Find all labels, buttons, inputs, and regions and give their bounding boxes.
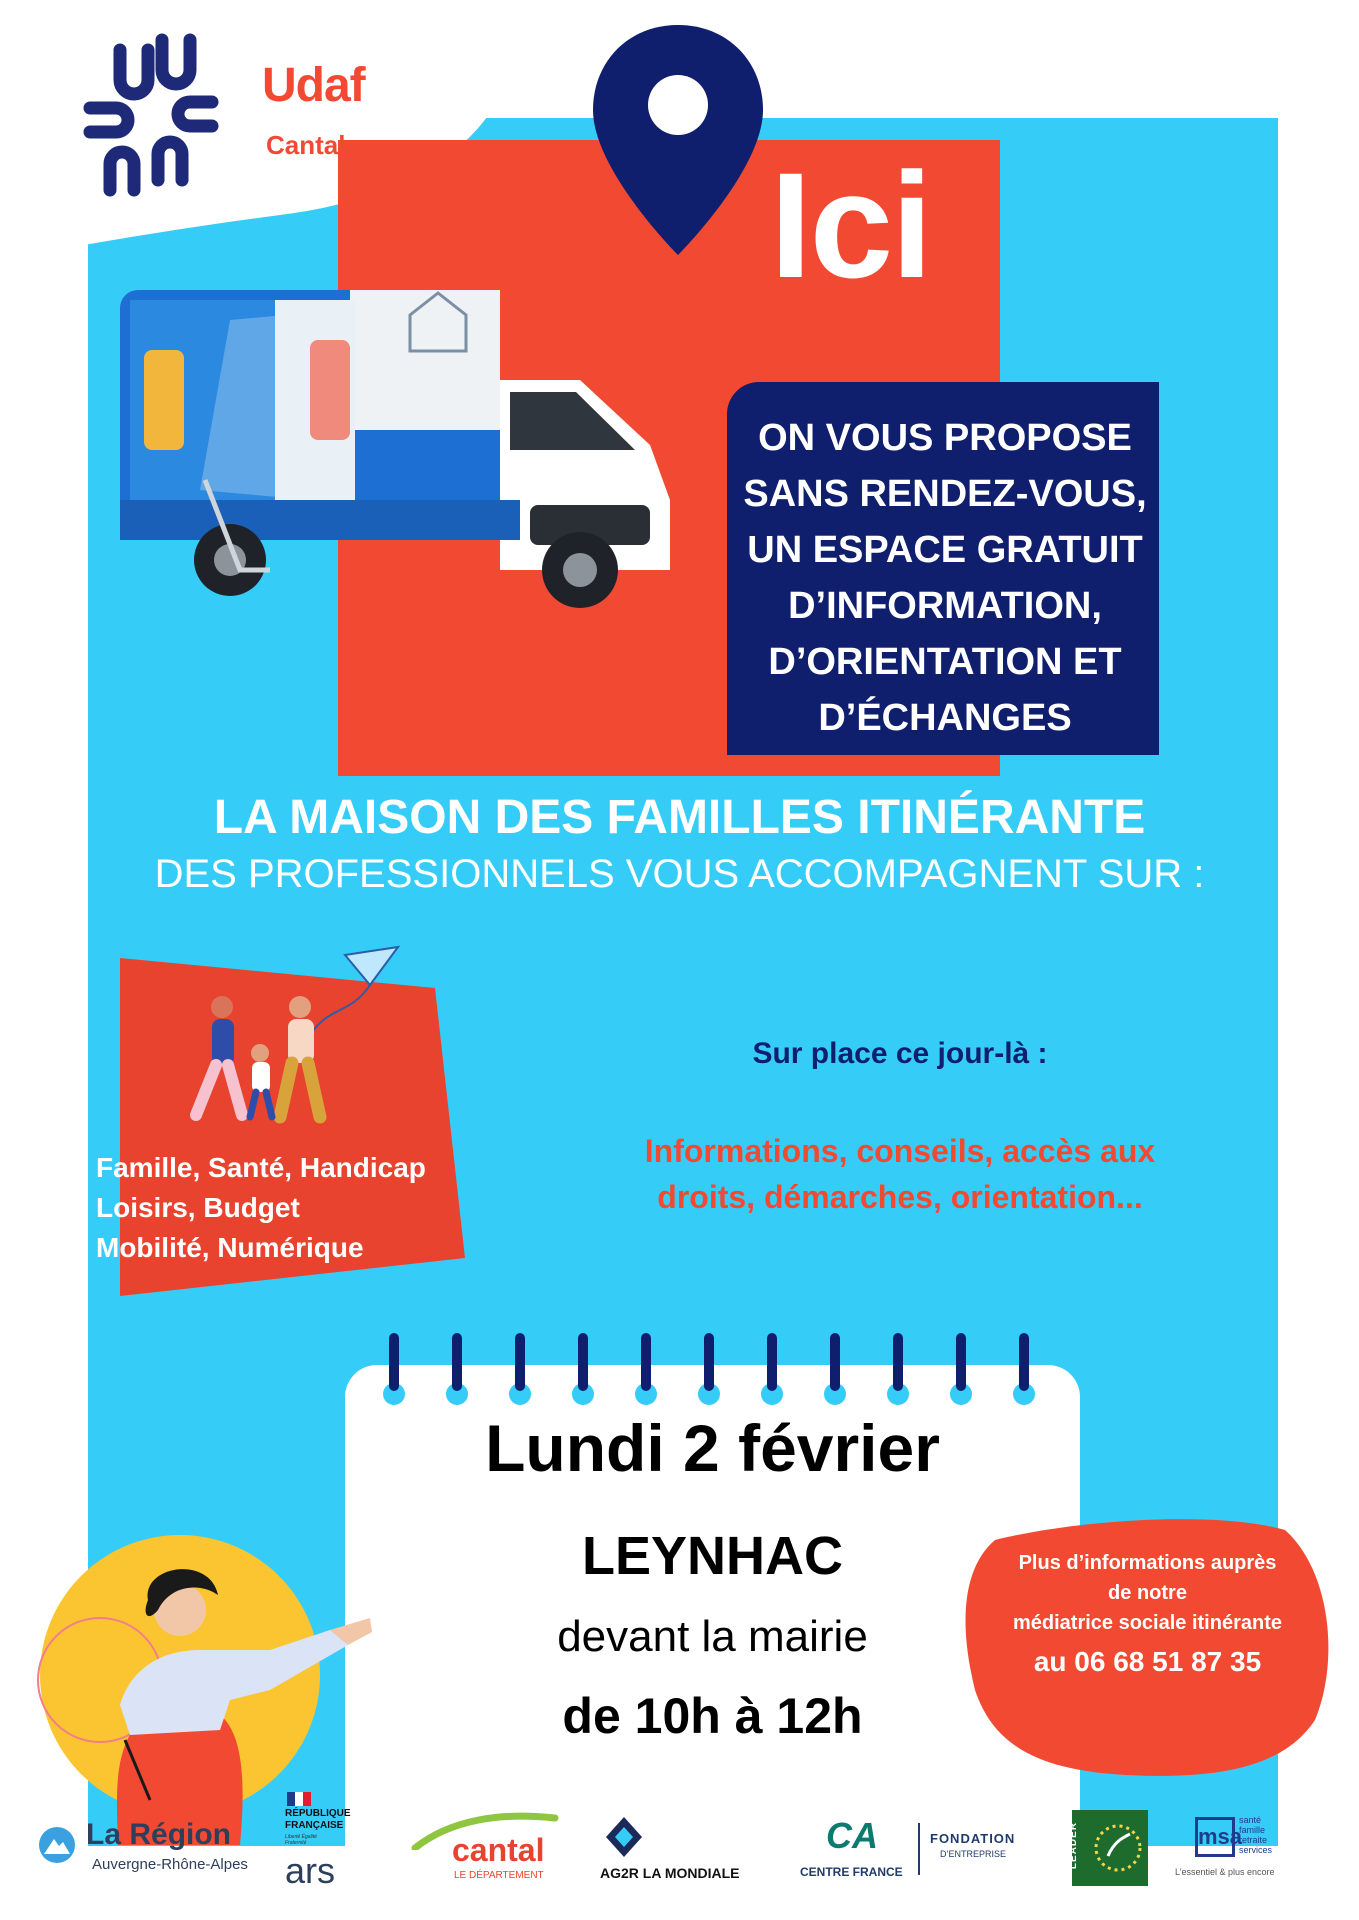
calendar-spike [578, 1333, 588, 1391]
fondation-line-2: D’ENTREPRISE [940, 1849, 1007, 1859]
msa-mark: msa [1195, 1817, 1235, 1857]
region-name: La Région [86, 1818, 232, 1851]
mobile-truck-image [110, 270, 700, 620]
event-date: Lundi 2 février [485, 1411, 940, 1485]
partner-msa-logo [1175, 1815, 1295, 1890]
msa-words [1239, 1815, 1272, 1855]
ca-subtitle: CENTRE FRANCE [800, 1865, 903, 1879]
rf-line-2: FRANÇAISE [285, 1820, 344, 1831]
contact-line: Plus d’informations auprès [1018, 1552, 1277, 1574]
onsite-heading: Sur place ce jour-là : [752, 1037, 1048, 1070]
offer-line: SANS RENDEZ-VOUS, [743, 473, 1147, 515]
leader-star-icon [1092, 1820, 1144, 1876]
ag2r-text: AG2R LA MONDIALE [600, 1865, 740, 1881]
event-hours: de 10h à 12h [562, 1688, 863, 1744]
offer-line: D’ÉCHANGES [818, 697, 1072, 739]
calendar-spike [515, 1333, 525, 1391]
onsite-line: droits, démarches, orientation... [657, 1179, 1143, 1215]
hero-word: Ici [770, 141, 931, 309]
partner-leader-logo [1068, 1810, 1148, 1886]
udaf-logo-icon [80, 30, 230, 200]
offer-line: ON VOUS PROPOSE [758, 417, 1132, 459]
ars-text: ars [285, 1850, 336, 1891]
calendar-spike [641, 1333, 651, 1391]
offer-line: D’ORIENTATION ET [768, 641, 1122, 683]
french-flag-icon [287, 1792, 311, 1806]
ca-divider [918, 1823, 920, 1875]
contact-text [985, 1548, 1310, 1638]
rf-line-1: RÉPUBLIQUE [285, 1808, 351, 1819]
onsite-services [595, 1128, 1205, 1220]
cantal-text: cantal [452, 1832, 545, 1868]
calendar-spike [893, 1333, 903, 1391]
topic-line: Loisirs, Budget [96, 1192, 300, 1223]
calendar-spike [956, 1333, 966, 1391]
msa-word: services [1239, 1845, 1273, 1855]
msa-word: santé [1239, 1815, 1262, 1825]
calendar-spike [452, 1333, 462, 1391]
calendar-spike [767, 1333, 777, 1391]
fondation-line-1: FONDATION [930, 1831, 1016, 1846]
contact-phone: au 06 68 51 87 35 [1033, 1646, 1262, 1677]
partner-ag2r-logo [600, 1815, 770, 1885]
leader-text: LEADER [1068, 1821, 1080, 1870]
partner-rf-ars-logo [283, 1792, 383, 1902]
offer-line: D’INFORMATION, [788, 585, 1102, 627]
msa-word: famille [1239, 1825, 1266, 1835]
map-pin-icon [588, 20, 768, 260]
onsite-line: Informations, conseils, accès aux [644, 1133, 1156, 1169]
topics-text [96, 1148, 426, 1268]
contact-line: médiatrice sociale itinérante [1012, 1612, 1282, 1634]
topic-line: Famille, Santé, Handicap [96, 1152, 426, 1183]
partner-region-logo [38, 1818, 248, 1878]
event-location: devant la mairie [557, 1612, 868, 1661]
calendar-spike [1019, 1333, 1029, 1391]
offer-line: UN ESPACE GRATUIT [747, 529, 1143, 571]
offer-text [735, 410, 1155, 746]
logo-subtitle: Cantal [266, 130, 346, 160]
partner-ca-fondation-logo [800, 1815, 1040, 1890]
partner-cantal-logo [410, 1810, 560, 1885]
event-city: LEYNHAC [581, 1526, 843, 1586]
region-subtitle: Auvergne-Rhône-Alpes [92, 1856, 248, 1873]
contact-line: de notre [1108, 1582, 1187, 1604]
main-subtitle: DES PROFESSIONNELS VOUS ACCOMPAGNENT SUR : [154, 852, 1205, 896]
region-mountain-icon [38, 1826, 76, 1864]
cantal-subtitle: LE DÉPARTEMENT [454, 1870, 544, 1881]
calendar-spike [704, 1333, 714, 1391]
calendar-spike [389, 1333, 399, 1391]
msa-word: retraite [1239, 1835, 1268, 1845]
family-walking-icon [160, 945, 400, 1135]
ag2r-mark-icon [604, 1815, 644, 1859]
main-title: LA MAISON DES FAMILLES ITINÉRANTE [213, 791, 1146, 844]
topic-line: Mobilité, Numérique [96, 1232, 364, 1263]
calendar-spike [830, 1333, 840, 1391]
rf-motto: Liberté Égalité Fraternité [285, 1834, 317, 1846]
logo-name: Udaf [262, 59, 365, 112]
ca-mark: CA [826, 1815, 878, 1856]
msa-tagline: L’essentiel & plus encore [1175, 1867, 1275, 1877]
